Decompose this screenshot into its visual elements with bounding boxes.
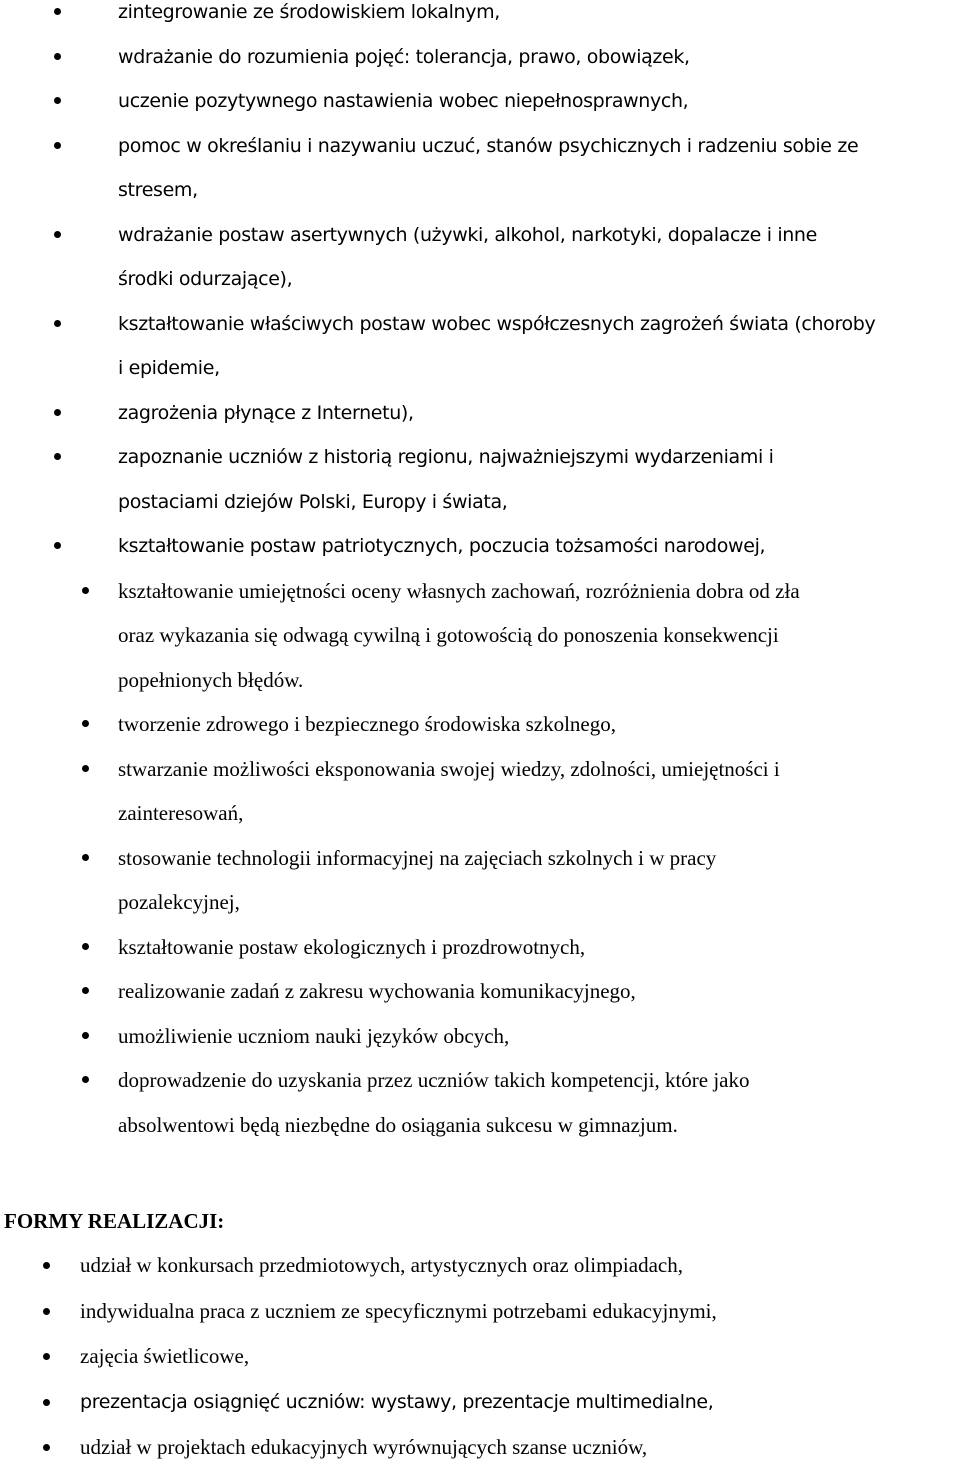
list-item-text: kształtowanie właściwych postaw wobec współczesnych zagrożeń świata (choroby [118, 312, 876, 335]
list-item [0, 124, 960, 213]
list-item [0, 1380, 960, 1426]
list-item [0, 35, 960, 80]
bullet-icon [82, 587, 89, 594]
list-item-text: absolwentowi będą niezbędne do osiągania sukcesu w gimnazjum. [118, 1112, 678, 1137]
list-item-text: prezentacja osiągnięć uczniów: wystawy, prezentacje multimedialne, [80, 1390, 714, 1413]
forms-list [0, 1243, 960, 1471]
bullet-icon [54, 409, 61, 416]
list-item-text: stosowanie technologii informacyjnej na zajęciach szkolnych i w pracy [118, 845, 717, 870]
list-item-text: pomoc w określaniu i nazywaniu uczuć, stanów psychicznych i radzeniu sobie ze [118, 134, 859, 157]
bullet-icon [82, 1032, 89, 1039]
bullet-icon [82, 987, 89, 994]
list-item-text: wdrażanie postaw asertywnych (używki, alkohol, narkotyki, dopalacze i inne [118, 223, 817, 246]
list-item-text: zajęcia świetlicowe, [80, 1344, 250, 1368]
list-item-text: udział w projektach edukacyjnych wyrównujących szanse uczniów, [80, 1435, 648, 1459]
bullet-icon [54, 320, 61, 327]
bullet-icon [43, 1262, 50, 1269]
list-item-text: i epidemie, [118, 357, 220, 379]
bullet-icon [43, 1399, 50, 1406]
section-heading: FORMY REALIZACJI: [4, 1209, 225, 1233]
list-item [0, 1243, 960, 1289]
list-item-text: zagrożenia płynące z Internetu), [118, 401, 414, 424]
list-item [0, 391, 960, 436]
list-item-text: kształtowanie postaw ekologicznych i prozdrowotnych, [118, 934, 586, 959]
list-item-text: stwarzanie możliwości eksponowania swojej wiedzy, zdolności, umiejętności i [118, 756, 780, 781]
list-item [0, 524, 960, 569]
list-item-text: zainteresowań, [118, 801, 244, 825]
bullet-icon [43, 1353, 50, 1360]
bullet-icon [54, 97, 61, 104]
list-item-text: zintegrowanie ze środowiskiem lokalnym, [118, 1, 500, 23]
list-item-text: zapoznanie uczniów z historią regionu, najważniejszymi wydarzeniami i [118, 446, 774, 468]
bullet-icon [82, 1076, 89, 1083]
list-item-text: tworzenie zdrowego i bezpiecznego środowiska szkolnego, [118, 712, 616, 736]
list-item-text: stresem, [118, 179, 198, 201]
list-item [0, 925, 960, 970]
list-item-text: popełnionych błędów. [118, 667, 304, 692]
list-item [0, 435, 960, 524]
list-item-text: umożliwienie uczniom nauki języków obcych, [118, 1023, 510, 1048]
list-item-text: realizowanie zadań z zakresu wychowania komunikacyjnego, [118, 979, 636, 1003]
bullet-icon [82, 765, 89, 772]
list-item [0, 213, 960, 302]
list-item [0, 1014, 960, 1059]
list-item [0, 969, 960, 1014]
bullet-icon [54, 453, 61, 460]
list-item-text: doprowadzenie do uzyskania przez uczniów takich kompetencji, które jako [118, 1068, 750, 1092]
list-item [0, 747, 960, 836]
bullet-icon [82, 720, 89, 727]
list-item [0, 1334, 960, 1380]
list-item [0, 79, 960, 124]
list-item-text: udział w konkursach przedmiotowych, artystycznych oraz olimpiadach, [80, 1253, 683, 1277]
bullet-icon [82, 943, 89, 950]
list-item-text: środki odurzające), [118, 268, 293, 290]
list-item-text: uczenie pozytywnego nastawienia wobec niepełnosprawnych, [118, 90, 689, 112]
bullet-icon [54, 231, 61, 238]
list-item-text: postaciami dziejów Polski, Europy i świata, [118, 490, 508, 513]
list-item-text: kształtowanie postaw patriotycznych, poczucia tożsamości narodowej, [118, 535, 766, 557]
bullet-icon [43, 1308, 50, 1315]
list-item [0, 1425, 960, 1471]
bullet-icon [54, 53, 61, 60]
list-item-text: wdrażanie do rozumienia pojęć: tolerancja, prawo, obowiązek, [118, 45, 690, 68]
bullet-icon [54, 542, 61, 549]
list-item-text: oraz wykazania się odwagą cywilną i gotowością do ponoszenia konsekwencji [118, 623, 779, 647]
list-item [0, 836, 960, 925]
list-item-text: kształtowanie umiejętności oceny własnych zachowań, rozróżnienia dobra od zła [118, 578, 800, 603]
bullet-icon [82, 854, 89, 861]
bullet-icon [54, 142, 61, 149]
list-item [0, 569, 960, 703]
bullet-icon [54, 8, 61, 15]
list-item [0, 1289, 960, 1335]
list-item-text: indywidualna praca z uczniem ze specyficznymi potrzebami edukacyjnymi, [80, 1298, 717, 1323]
list-item [0, 302, 960, 391]
list-item [0, 0, 960, 35]
bullet-icon [43, 1444, 50, 1451]
list-item-text: pozalekcyjnej, [118, 890, 240, 914]
list-item [0, 1058, 960, 1147]
list-item [0, 702, 960, 747]
